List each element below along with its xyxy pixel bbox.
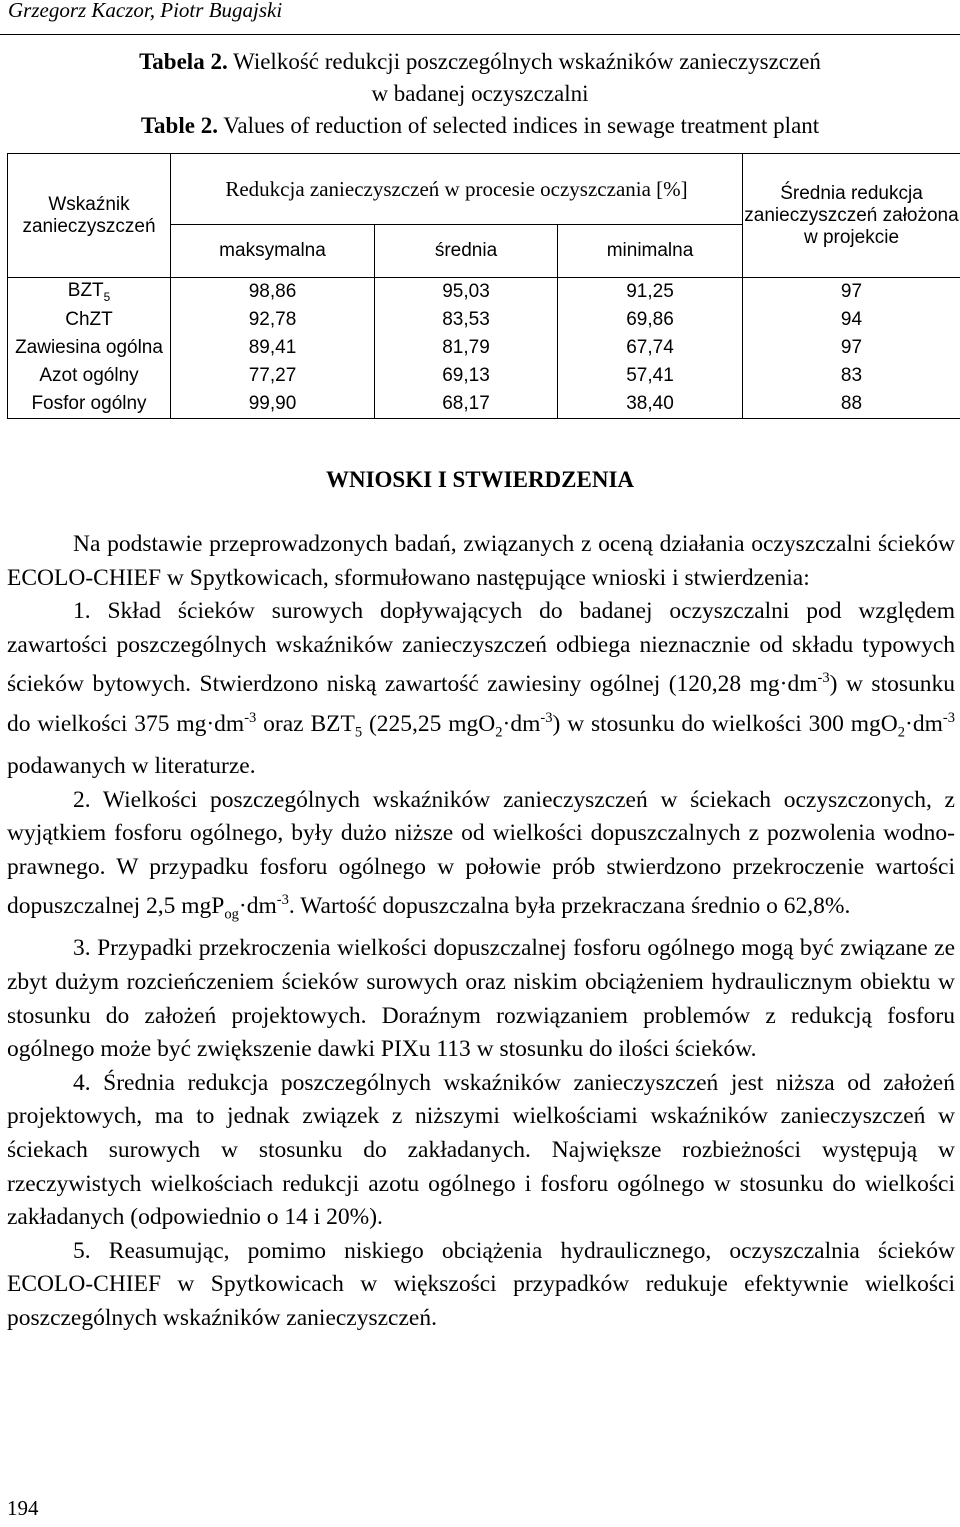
conclusion-1: 1. Skład ścieków surowych dopływających do badanej oczyszczalni pod względem zawartości poszczególnych wskaźników zanieczyszczeń odbiega nieznacznie od składu typowych ścieków bytowych. Stwierdzono niską zawartość zawiesiny ogólnej (120,28 $mg\cdot dm^{-3}$) w stosunku do wielkości 375 $mg\cdot dm^{-3}$ oraz $BZT_5$ (225,25 $mgO_2\cdot dm^{-3}$) w stosunku do wielkości 300 $mgO_2\cdot dm^{-3}$ podawanych w literaturze. xyxy=(7,598,955,779)
cell-min: 38,40 xyxy=(558,390,743,419)
page-number: 194 xyxy=(7,1496,39,1520)
col-header-indicator: Wskaźnik zanieczyszczeń xyxy=(8,154,171,278)
intro-paragraph: Na podstawie przeprowadzonych badań, związanych z oceną działania oczyszczalni ścieków ECOLO-CHIEF w Spytkowicach, sformułowano następujące wnioski i stwierdzenia: xyxy=(7,531,955,591)
cell-indicator: Zawiesina ogólna xyxy=(8,334,171,362)
cell-indicator: Azot ogólny xyxy=(8,362,171,390)
table-caption-en xyxy=(0,110,960,142)
cell-min: 57,41 xyxy=(558,362,743,390)
caption-text-pl-2: w badanej oczyszczalni xyxy=(371,81,589,106)
cell-indicator: ChZT xyxy=(8,306,171,334)
cell-min: 69,86 xyxy=(558,306,743,334)
table-row xyxy=(8,362,960,390)
cell-max: 92,78 xyxy=(171,306,375,334)
section-title: WNIOSKI I STWIERDZENIA xyxy=(325,467,635,492)
cell-design: 97 xyxy=(743,334,960,362)
col-header-min: minimalna xyxy=(558,225,743,278)
reduction-table xyxy=(7,153,960,419)
table-caption-pl-line2 xyxy=(0,78,960,110)
col-header-avg: średnia xyxy=(375,225,558,278)
conclusion-2: 2. Wielkości poszczególnych wskaźników zanieczyszczeń w ściekach oczyszczonych, z wyjątkiem fosforu ogólnego, były dużo niższe od wielkości dopuszczalnych z pozwolenia wodno-prawnego. W przypadku fosforu ogólnego w połowie prób stwierdzono przekroczenie wartości dopuszczalnej 2,5 $mgP_{og}\cdot dm^{-3}$. Wartość dopuszczalna była przekraczana średnio o 62,8%. xyxy=(7,786,955,923)
col-header-reduction: Redukcja zanieczyszczeń w procesie oczyszczania [%] xyxy=(171,154,743,225)
cell-avg: 81,79 xyxy=(375,334,558,362)
caption-text-en: Values of reduction of selected indices in sewage treatment plant xyxy=(223,113,820,138)
cell-max: 98,86 xyxy=(171,278,375,307)
cell-design: 88 xyxy=(743,390,960,419)
caption-label-pl: Tabela 2. xyxy=(139,49,228,74)
cell-avg: 95,03 xyxy=(375,278,558,307)
table-caption-pl xyxy=(0,46,960,78)
cell-design: 97 xyxy=(743,278,960,307)
cell-min: 91,25 xyxy=(558,278,743,307)
conclusion-4: 4. Średnia redukcja poszczególnych wskaźników zanieczyszczeń jest niższa od założeń projektowych, ma to jednak związek z niższymi wielkościami wskaźników zanieczyszczeń w ściekach surowych w stosunku do zakładanych. Największe rozbieżności występują w rzeczywistych wielkościach redukcji azotu ogólnego i fosforu ogólnego w stosunku do wielkości zakładanych (odpowiednio o 14 i 20%). xyxy=(7,1069,955,1231)
cell-indicator: $BZT_5$ xyxy=(8,278,171,307)
cell-max: 99,90 xyxy=(171,390,375,419)
table-row xyxy=(8,306,960,334)
cell-max: 89,41 xyxy=(171,334,375,362)
conclusion-3: 3. Przypadki przekroczenia wielkości dopuszczalnej fosforu ogólnego mogą być związane ze zbyt dużym rozcieńczeniem ścieków surowych oraz niskim obciążeniem hydraulicznym obiektu w stosunku do założeń projektowych. Doraźnym rozwiązaniem problemów z redukcją fosforu ogólnego może być zwiększenie dawki PIXu 113 w stosunku do ilości ścieków. xyxy=(7,935,955,1063)
caption-text-pl-1: Wielkość redukcji poszczególnych wskaźników zanieczyszczeń xyxy=(233,49,821,74)
cell-avg: 69,13 xyxy=(375,362,558,390)
table-row xyxy=(8,334,960,362)
conclusion-5: 5. Reasumując, pomimo niskiego obciążenia hydraulicznego, oczyszczalnia ścieków ECOLO-CHIEF w Spytkowicach w większości przypadków redukuje efektywnie wielkości poszczególnych wskaźników zanieczyszczeń. xyxy=(7,1237,955,1331)
table-row xyxy=(8,278,960,307)
cell-design: 83 xyxy=(743,362,960,390)
table-row xyxy=(8,390,960,419)
cell-avg: 83,53 xyxy=(375,306,558,334)
cell-min: 67,74 xyxy=(558,334,743,362)
cell-design: 94 xyxy=(743,306,960,334)
cell-indicator: Fosfor ogólny xyxy=(8,390,171,419)
running-header: Grzegorz Kaczor, Piotr Bugajski xyxy=(8,0,283,22)
cell-avg: 68,17 xyxy=(375,390,558,419)
header-rule xyxy=(0,34,960,35)
section-body xyxy=(7,528,955,1336)
col-header-design: Średnia redukcja zanieczyszczeń założona w projekcie xyxy=(743,154,960,278)
cell-max: 77,27 xyxy=(171,362,375,390)
caption-label-en: Table 2. xyxy=(140,113,218,138)
col-header-max: maksymalna xyxy=(171,225,375,278)
